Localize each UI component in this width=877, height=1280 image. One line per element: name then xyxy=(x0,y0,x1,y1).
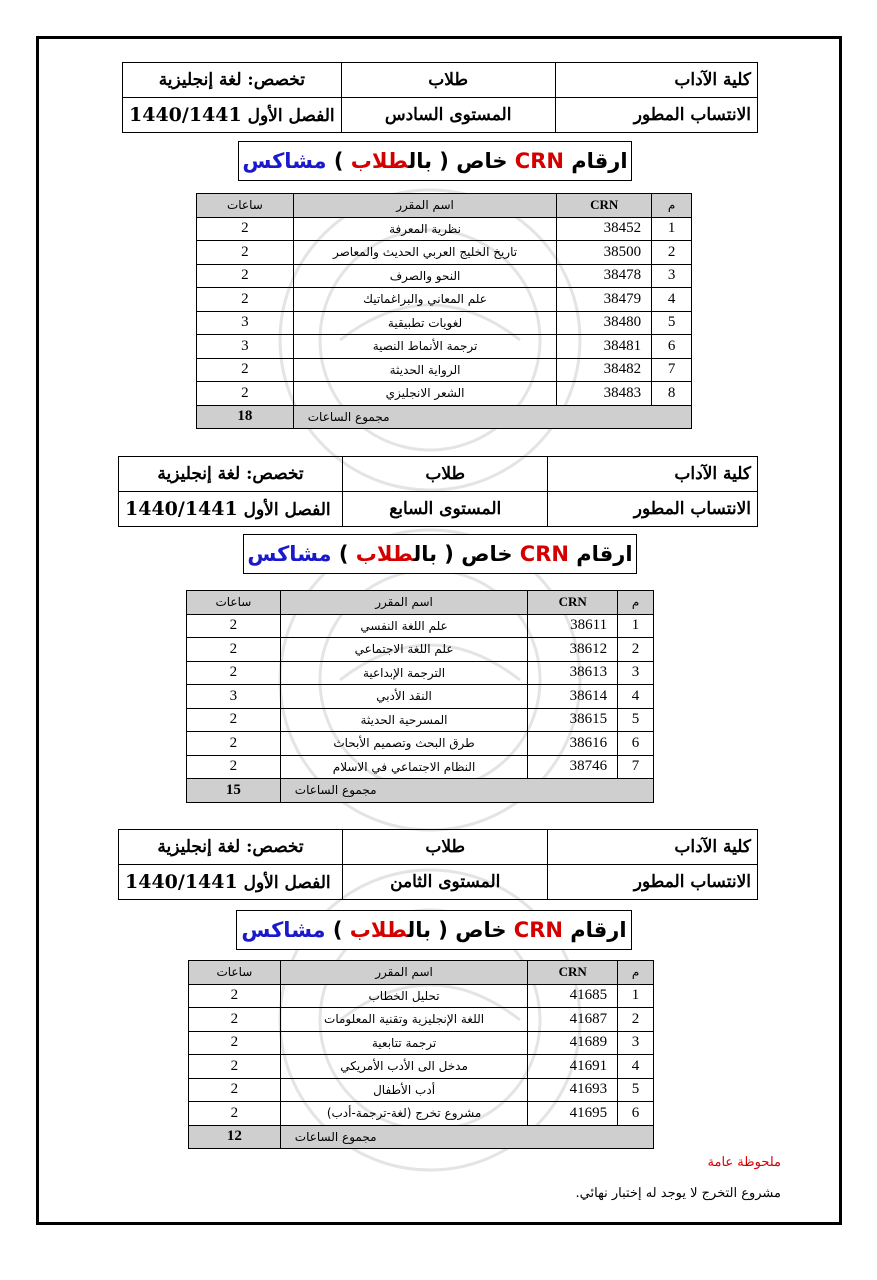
table-row xyxy=(197,358,692,382)
course-rows xyxy=(197,217,692,429)
course-name-header: اسم المقرر xyxy=(293,194,557,218)
section-3-course-table xyxy=(188,960,654,1149)
row-index: 3 xyxy=(618,661,654,685)
title-students-word: طلاب xyxy=(355,542,414,566)
table-row xyxy=(187,708,654,732)
college-cell: كلية الآداب xyxy=(548,457,758,492)
total-hours-value: 18 xyxy=(197,405,294,429)
title-middle: خاص ( بال xyxy=(408,149,508,173)
table-header-row xyxy=(187,591,654,615)
title-crn: CRN xyxy=(514,149,564,173)
index-header: م xyxy=(618,591,654,615)
row-index: 3 xyxy=(652,264,692,288)
row-crn: 38480 xyxy=(557,311,652,335)
row-index: 5 xyxy=(618,708,654,732)
row-course-name: ترجمة الأنماط النصية xyxy=(293,335,557,359)
row-course-name: المسرحية الحديثة xyxy=(280,708,528,732)
semester-label: الفصل الأول xyxy=(247,106,335,126)
students-cell: طلاب xyxy=(342,457,548,492)
row-crn: 41687 xyxy=(528,1008,618,1032)
row-hours: 2 xyxy=(197,241,294,265)
level-cell: المستوى السادس xyxy=(341,98,555,133)
row-index: 4 xyxy=(652,288,692,312)
program-cell: الانتساب المطور xyxy=(555,98,757,133)
semester-cell xyxy=(119,865,343,900)
students-cell: طلاب xyxy=(342,830,548,865)
table-header-row xyxy=(197,194,692,218)
table-row xyxy=(189,984,654,1008)
semester-year: 1440/1441 xyxy=(129,104,242,126)
section-1-title xyxy=(238,141,632,181)
section-3-info-table xyxy=(118,829,758,900)
table-row xyxy=(187,614,654,638)
level-cell: المستوى الثامن xyxy=(342,865,548,900)
row-hours: 2 xyxy=(189,1102,281,1126)
title-crn: CRN xyxy=(513,918,563,942)
row-hours: 3 xyxy=(197,335,294,359)
table-row xyxy=(197,382,692,406)
section-3-title xyxy=(236,910,632,950)
row-hours: 2 xyxy=(187,661,281,685)
row-course-name: علم اللغة الاجتماعي xyxy=(280,638,528,662)
section-2-title xyxy=(243,534,637,574)
row-crn: 38482 xyxy=(557,358,652,382)
total-row xyxy=(197,405,692,429)
row-crn: 38612 xyxy=(528,638,618,662)
row-course-name: النظام الاجتماعي في الاسلام xyxy=(280,755,528,779)
row-index: 6 xyxy=(652,335,692,359)
title-suffix: مشاكس xyxy=(247,542,332,566)
info-row-2 xyxy=(123,98,758,133)
row-hours: 2 xyxy=(187,708,281,732)
row-hours: 2 xyxy=(187,755,281,779)
table-row xyxy=(189,1008,654,1032)
total-hours-label: مجموع الساعات xyxy=(280,1125,653,1149)
row-course-name: الشعر الانجليزي xyxy=(293,382,557,406)
row-hours: 2 xyxy=(189,1078,281,1102)
row-course-name: تحليل الخطاب xyxy=(280,984,528,1008)
row-index: 2 xyxy=(618,1008,654,1032)
table-row xyxy=(187,638,654,662)
row-crn: 41685 xyxy=(528,984,618,1008)
table-row xyxy=(197,217,692,241)
table-row xyxy=(197,335,692,359)
row-index: 2 xyxy=(652,241,692,265)
title-close: ) xyxy=(333,149,344,173)
table-row xyxy=(187,685,654,709)
row-crn: 38478 xyxy=(557,264,652,288)
table-row xyxy=(189,1078,654,1102)
title-crn: CRN xyxy=(519,542,569,566)
info-row-2 xyxy=(119,865,758,900)
table-row xyxy=(187,732,654,756)
info-row-1 xyxy=(119,830,758,865)
title-middle: خاص ( بال xyxy=(413,542,513,566)
table-row xyxy=(197,311,692,335)
row-hours: 2 xyxy=(187,732,281,756)
row-crn: 38500 xyxy=(557,241,652,265)
row-index: 6 xyxy=(618,1102,654,1126)
row-crn: 41693 xyxy=(528,1078,618,1102)
row-course-name: اللغة الإنجليزية وتقنية المعلومات xyxy=(280,1008,528,1032)
row-course-name: الترجمة الإبداعية xyxy=(280,661,528,685)
title-suffix: مشاكس xyxy=(241,918,326,942)
row-course-name: طرق البحث وتصميم الأبحاث xyxy=(280,732,528,756)
row-index: 1 xyxy=(652,217,692,241)
info-row-1 xyxy=(119,457,758,492)
row-index: 8 xyxy=(652,382,692,406)
row-crn: 38613 xyxy=(528,661,618,685)
table-row xyxy=(187,755,654,779)
section-1-course-table xyxy=(196,193,692,429)
row-index: 4 xyxy=(618,1055,654,1079)
course-name-header: اسم المقرر xyxy=(280,961,528,985)
total-hours-value: 12 xyxy=(189,1125,281,1149)
crn-header: CRN xyxy=(528,961,618,985)
table-row xyxy=(189,1031,654,1055)
major-cell: تخصص: لغة إنجليزية xyxy=(123,63,342,98)
row-course-name: مشروع تخرج (لغة-ترجمة-أدب) xyxy=(280,1102,528,1126)
course-rows xyxy=(187,614,654,802)
row-crn: 41695 xyxy=(528,1102,618,1126)
table-row xyxy=(197,241,692,265)
title-suffix: مشاكس xyxy=(242,149,327,173)
row-hours: 3 xyxy=(187,685,281,709)
course-rows xyxy=(189,984,654,1149)
row-course-name: نظرية المعرفة xyxy=(293,217,557,241)
row-crn: 41689 xyxy=(528,1031,618,1055)
table-row xyxy=(189,1102,654,1126)
title-prefix: ارقام xyxy=(571,149,628,173)
title-prefix: ارقام xyxy=(570,918,627,942)
section-1-info-table xyxy=(122,62,758,133)
row-crn: 38481 xyxy=(557,335,652,359)
row-crn: 38615 xyxy=(528,708,618,732)
program-cell: الانتساب المطور xyxy=(548,492,758,527)
row-hours: 2 xyxy=(197,217,294,241)
index-header: م xyxy=(652,194,692,218)
row-crn: 38614 xyxy=(528,685,618,709)
row-course-name: علم المعاني والبراغماتيك xyxy=(293,288,557,312)
title-students-word: طلاب xyxy=(350,149,409,173)
row-hours: 2 xyxy=(187,638,281,662)
row-index: 5 xyxy=(618,1078,654,1102)
level-cell: المستوى السابع xyxy=(342,492,548,527)
students-cell: طلاب xyxy=(341,63,555,98)
total-hours-value: 15 xyxy=(187,779,281,803)
row-index: 5 xyxy=(652,311,692,335)
row-crn: 41691 xyxy=(528,1055,618,1079)
total-row xyxy=(189,1125,654,1149)
row-hours: 2 xyxy=(189,984,281,1008)
college-cell: كلية الآداب xyxy=(555,63,757,98)
info-row-2 xyxy=(119,492,758,527)
row-course-name: علم اللغة النفسي xyxy=(280,614,528,638)
table-row xyxy=(197,264,692,288)
row-crn: 38616 xyxy=(528,732,618,756)
semester-label: الفصل الأول xyxy=(243,873,331,893)
index-header: م xyxy=(618,961,654,985)
semester-year: 1440/1441 xyxy=(125,871,238,893)
college-cell: كلية الآداب xyxy=(548,830,758,865)
row-course-name: مدخل الى الأدب الأمريكي xyxy=(280,1055,528,1079)
section-2-info-table xyxy=(118,456,758,527)
semester-year: 1440/1441 xyxy=(125,498,238,520)
major-cell: تخصص: لغة إنجليزية xyxy=(119,457,343,492)
row-course-name: النحو والصرف xyxy=(293,264,557,288)
course-name-header: اسم المقرر xyxy=(280,591,528,615)
row-index: 2 xyxy=(618,638,654,662)
table-row xyxy=(197,288,692,312)
major-cell: تخصص: لغة إنجليزية xyxy=(119,830,343,865)
hours-header: ساعات xyxy=(189,961,281,985)
crn-header: CRN xyxy=(557,194,652,218)
total-row xyxy=(187,779,654,803)
title-middle: خاص ( بال xyxy=(407,918,507,942)
row-course-name: النقد الأدبي xyxy=(280,685,528,709)
row-hours: 2 xyxy=(197,264,294,288)
total-hours-label: مجموع الساعات xyxy=(280,779,653,803)
row-index: 3 xyxy=(618,1031,654,1055)
semester-label: الفصل الأول xyxy=(243,500,331,520)
row-course-name: تاريخ الخليج العربي الحديث والمعاصر xyxy=(293,241,557,265)
crn-header: CRN xyxy=(528,591,618,615)
note-text: مشروع التخرج لا يوجد له إختبار نهائي. xyxy=(575,1186,781,1201)
table-row xyxy=(189,1055,654,1079)
row-hours: 2 xyxy=(189,1055,281,1079)
title-close: ) xyxy=(338,542,349,566)
row-hours: 2 xyxy=(187,614,281,638)
row-index: 6 xyxy=(618,732,654,756)
row-index: 7 xyxy=(652,358,692,382)
semester-cell xyxy=(119,492,343,527)
row-hours: 2 xyxy=(197,288,294,312)
note-title: ملحوظة عامة xyxy=(707,1155,781,1170)
row-course-name: الرواية الحديثة xyxy=(293,358,557,382)
row-index: 7 xyxy=(618,755,654,779)
row-crn: 38611 xyxy=(528,614,618,638)
title-prefix: ارقام xyxy=(576,542,633,566)
row-hours: 2 xyxy=(189,1031,281,1055)
title-students-word: طلاب xyxy=(349,918,408,942)
row-hours: 2 xyxy=(197,382,294,406)
row-course-name: ترجمة تتابعية xyxy=(280,1031,528,1055)
info-row-1 xyxy=(123,63,758,98)
row-crn: 38452 xyxy=(557,217,652,241)
table-header-row xyxy=(189,961,654,985)
program-cell: الانتساب المطور xyxy=(548,865,758,900)
row-index: 4 xyxy=(618,685,654,709)
row-hours: 2 xyxy=(189,1008,281,1032)
row-crn: 38479 xyxy=(557,288,652,312)
row-crn: 38746 xyxy=(528,755,618,779)
table-row xyxy=(187,661,654,685)
hours-header: ساعات xyxy=(187,591,281,615)
hours-header: ساعات xyxy=(197,194,294,218)
title-close: ) xyxy=(332,918,343,942)
row-hours: 2 xyxy=(197,358,294,382)
total-hours-label: مجموع الساعات xyxy=(293,405,691,429)
row-course-name: أدب الأطفال xyxy=(280,1078,528,1102)
section-2-course-table xyxy=(186,590,654,803)
row-crn: 38483 xyxy=(557,382,652,406)
row-index: 1 xyxy=(618,614,654,638)
row-hours: 3 xyxy=(197,311,294,335)
semester-cell xyxy=(123,98,342,133)
row-course-name: لغويات تطبيقية xyxy=(293,311,557,335)
row-index: 1 xyxy=(618,984,654,1008)
